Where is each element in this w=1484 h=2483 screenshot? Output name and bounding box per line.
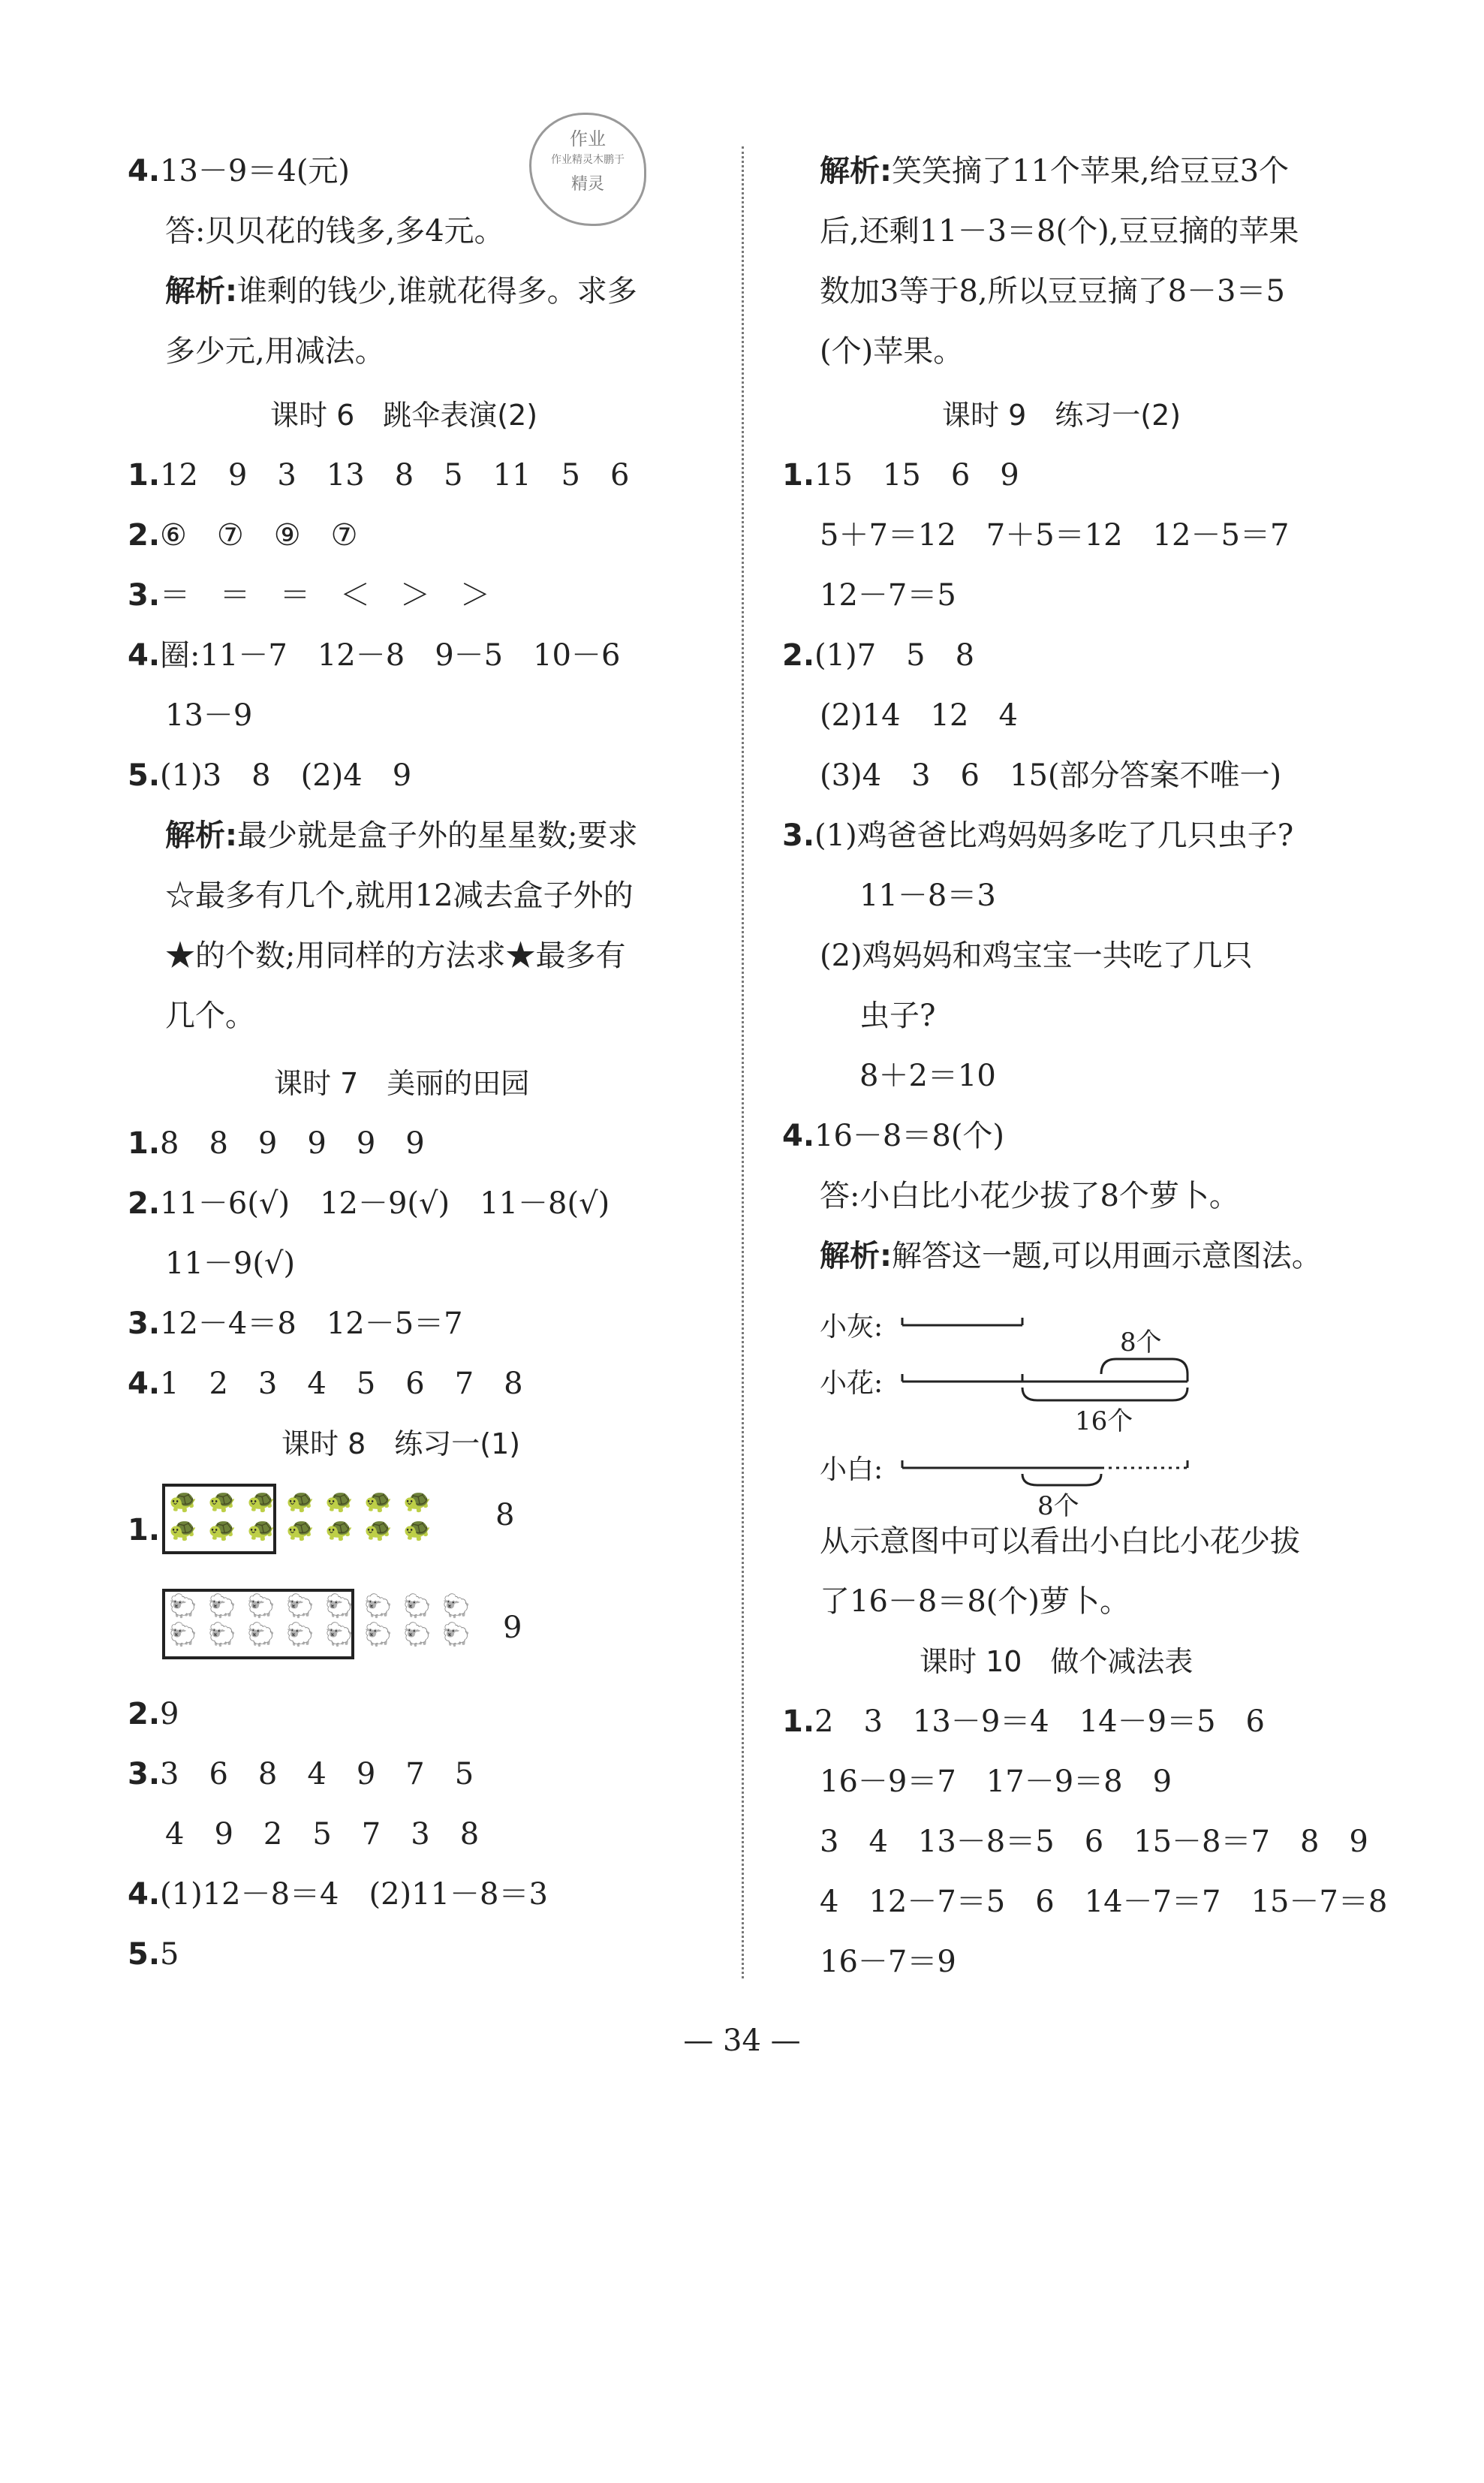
diagram-label: 小白: <box>820 1454 883 1485</box>
turtle-icon: 🐢 <box>247 1487 275 1514</box>
turtle-icon: 🐢 <box>325 1516 354 1543</box>
answer-line: 1.2 3 13－9＝4 14－9＝5 6 <box>782 1704 1265 1739</box>
answer-line: 答:贝贝花的钱多,多4元。 <box>165 214 504 249</box>
section-heading: 课时 9 练习一(2) <box>942 399 1181 432</box>
answer-line: 4.圈:11－7 12－8 9－5 10－6 <box>128 638 621 673</box>
sheep-icon: 🐑 <box>208 1621 236 1648</box>
answer-line: 12－7＝5 <box>820 578 956 613</box>
sheep-icon: 🐑 <box>325 1621 354 1648</box>
sheep-icon: 🐑 <box>364 1621 393 1648</box>
answer-line: 5.5 <box>128 1937 179 1972</box>
answer-line: 2.(1)7 5 8 <box>782 638 975 673</box>
section-heading: 课时 10 做个减法表 <box>920 1645 1194 1678</box>
analysis-line: 解析:谁剩的钱少,谁就花得多。求多 <box>165 274 637 309</box>
brace-middle <box>1022 1388 1188 1400</box>
analysis-line: 数加3等于8,所以豆豆摘了8－3＝5 <box>820 274 1285 309</box>
turtle-icon: 🐢 <box>247 1516 275 1543</box>
sheep-icon: 🐑 <box>247 1593 275 1620</box>
diagram-label: 小花: <box>820 1368 883 1399</box>
answer-line: (2)鸡妈妈和鸡宝宝一共吃了几只 <box>820 939 1253 973</box>
analysis-line: 解析:最少就是盒子外的星星数;要求 <box>165 818 638 853</box>
answer-line: 4.16－8＝8(个) <box>782 1119 1005 1153</box>
sheep-icon: 🐑 <box>286 1621 315 1648</box>
answer-line: 1.15 15 6 9 <box>782 458 1019 493</box>
analysis-line: 几个。 <box>165 999 255 1033</box>
sheep-icon: 🐑 <box>442 1621 471 1648</box>
sheep-icon: 🐑 <box>208 1593 236 1620</box>
sheep-icon: 🐑 <box>403 1593 432 1620</box>
answer-line: 4.13－9＝4(元) <box>128 154 351 188</box>
analysis-line: 多少元,用减法。 <box>165 334 385 369</box>
turtle-icon: 🐢 <box>208 1487 236 1514</box>
answer-line: 2.⑥ ⑦ ⑨ ⑦ <box>128 518 358 553</box>
analysis-line: 从示意图中可以看出小白比小花少拔 <box>820 1524 1300 1559</box>
answer-line: 4.1 2 3 4 5 6 7 8 <box>128 1367 523 1401</box>
brace-bottom <box>1022 1474 1101 1485</box>
answer-line: 16－7＝9 <box>820 1945 956 1979</box>
analysis-line: ★的个数;用同样的方法求★最多有 <box>165 939 626 973</box>
turtle-icon: 🐢 <box>364 1487 393 1514</box>
column-divider <box>742 146 744 1978</box>
sheep-icon: 🐑 <box>286 1593 315 1620</box>
turtle-icon: 🐢 <box>325 1487 354 1514</box>
answer-line: 13－9 <box>165 698 253 733</box>
answer-value: 9 <box>503 1611 522 1645</box>
answer-line: 16－9＝7 17－9＝8 9 <box>820 1764 1172 1799</box>
answer-value: 8 <box>495 1498 515 1532</box>
sheep-icon: 🐑 <box>442 1593 471 1620</box>
sheep-icon: 🐑 <box>169 1621 197 1648</box>
turtle-icon: 🐢 <box>286 1516 315 1543</box>
answer-line: 5.(1)3 8 (2)4 9 <box>128 758 412 793</box>
section-heading: 课时 6 跳伞表演(2) <box>270 399 538 432</box>
analysis-line: 后,还剩11－3＝8(个),豆豆摘的苹果 <box>820 214 1299 249</box>
diagram-value: 8个 <box>1120 1327 1162 1358</box>
answer-line: 11－9(√) <box>165 1246 296 1281</box>
answer-line: 2.9 <box>128 1697 179 1731</box>
watermark-stamp <box>529 113 646 226</box>
diagram-value: 8个 <box>1037 1491 1079 1521</box>
stamp-line-2: 作业精灵木鹏于 <box>551 154 625 166</box>
answer-line: 4 9 2 5 7 3 8 <box>165 1817 480 1852</box>
answer-line: 1.12 9 3 13 8 5 11 5 6 <box>128 458 630 493</box>
answer-line: 3.3 6 8 4 9 7 5 <box>128 1757 474 1791</box>
sheep-icon: 🐑 <box>169 1593 197 1620</box>
answer-line: 3.(1)鸡爸爸比鸡妈妈多吃了几只虫子? <box>782 818 1294 853</box>
sheep-icon: 🐑 <box>403 1621 432 1648</box>
turtle-icon: 🐢 <box>169 1516 197 1543</box>
stamp-line-1: 作业 <box>570 128 606 149</box>
answer-line: 3.＝ ＝ ＝ ＜ ＞ ＞ <box>128 578 491 613</box>
diagram-value: 16个 <box>1075 1406 1133 1436</box>
answer-line: 5＋7＝12 7＋5＝12 12－5＝7 <box>820 518 1290 553</box>
diagram-label: 小灰: <box>820 1312 883 1342</box>
analysis-line: 解析:笑笑摘了11个苹果,给豆豆3个 <box>820 154 1290 188</box>
answer-line: 8＋2＝10 <box>859 1059 996 1093</box>
sheep-group-box <box>162 1589 354 1659</box>
answer-line: 1.8 8 9 9 9 9 <box>128 1126 425 1161</box>
stamp-line-3: 精灵 <box>570 175 604 194</box>
turtle-icon: 🐢 <box>403 1487 432 1514</box>
turtle-icon: 🐢 <box>169 1487 197 1514</box>
answer-number: 1. <box>128 1513 161 1547</box>
answer-line: (2)14 12 4 <box>820 698 1018 733</box>
analysis-line: 了16－8＝8(个)萝卜。 <box>820 1584 1130 1619</box>
answer-line: 答:小白比小花少拔了8个萝卜。 <box>820 1179 1239 1213</box>
schematic-diagram <box>820 1291 1240 1521</box>
sheep-icon: 🐑 <box>247 1621 275 1648</box>
turtle-icon: 🐢 <box>364 1516 393 1543</box>
answer-line: 虫子? <box>859 999 936 1033</box>
answer-line: (3)4 3 6 15(部分答案不唯一) <box>820 758 1282 793</box>
analysis-line: 解析:解答这一题,可以用画示意图法。 <box>820 1239 1322 1273</box>
page-number: — 34 — <box>683 2023 801 2058</box>
turtle-icon: 🐢 <box>286 1487 315 1514</box>
section-heading: 课时 8 练习一(1) <box>281 1427 521 1460</box>
turtle-group-box <box>162 1484 276 1554</box>
answer-line: 2.11－6(√) 12－9(√) 11－8(√) <box>128 1186 610 1221</box>
answer-line: 3.12－4＝8 12－5＝7 <box>128 1306 463 1341</box>
sheep-icon: 🐑 <box>325 1593 354 1620</box>
answer-line: 3 4 13－8＝5 6 15－8＝7 8 9 <box>820 1825 1368 1859</box>
turtle-icon: 🐢 <box>403 1516 432 1543</box>
turtle-icon: 🐢 <box>208 1516 236 1543</box>
section-heading: 课时 7 美丽的田园 <box>274 1067 530 1100</box>
analysis-line: ☆最多有几个,就用12减去盒子外的 <box>165 878 634 913</box>
answer-line: 11－8＝3 <box>859 878 996 913</box>
answer-line: 4 12－7＝5 6 14－7＝7 15－7＝8 <box>820 1885 1388 1919</box>
answer-line: 4.(1)12－8＝4 (2)11－8＝3 <box>128 1877 548 1912</box>
sheep-icon: 🐑 <box>364 1593 393 1620</box>
analysis-line: (个)苹果。 <box>820 334 964 369</box>
